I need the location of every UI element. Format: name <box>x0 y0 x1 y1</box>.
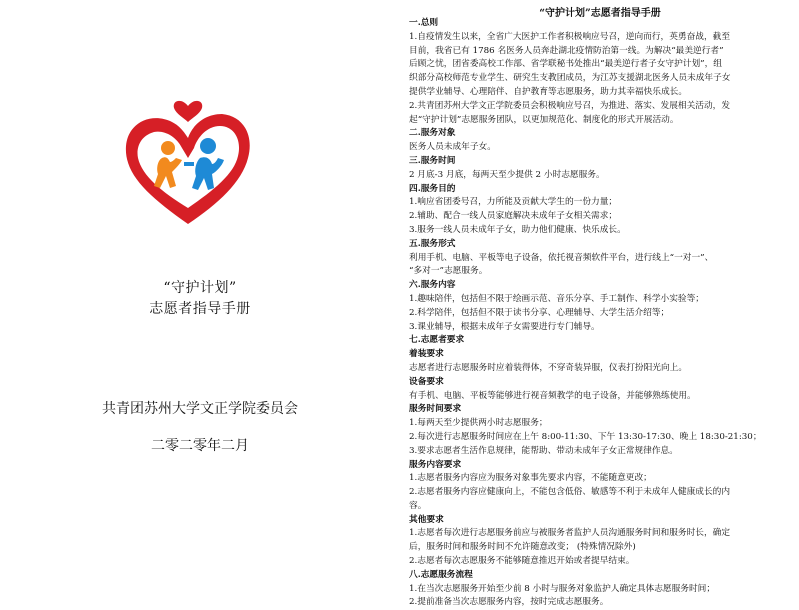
body-line: “多对一”志愿服务。 <box>409 266 488 277</box>
body-line: 3.课业辅导，根据未成年子女需要进行专门辅导。 <box>409 321 600 332</box>
section-heading: 服务内容要求 <box>409 459 462 470</box>
body-line: 2.每次进行志愿服务时间应在上午 8:00-11:30、下午 13:30-17:30、晚上 18:30-21:30； <box>409 431 762 442</box>
body-line: 容。 <box>409 500 427 511</box>
cover-date: 二零二零年二月 <box>151 438 249 454</box>
section-heading: 其他要求 <box>409 514 444 525</box>
body-line: 1.志愿者服务内容应为服务对象事先要求内容，不能随意更改； <box>409 473 652 484</box>
body-line: 2.提前准备当次志愿服务内容，按时完成志愿服务。 <box>409 597 609 608</box>
body-line: 提供学业辅导、心理陪伴、自护教育等志愿服务，助力其幸福快乐成长。 <box>409 86 687 97</box>
section-heading: 四.服务目的 <box>409 183 456 194</box>
body-line: 1.趣味陪伴，包括但不限于绘画示范、音乐分享、手工制作、科学小实验等； <box>409 293 704 304</box>
section-heading: 三.服务时间 <box>409 155 456 166</box>
blue-child-head <box>200 138 216 154</box>
cover-page <box>0 0 400 599</box>
section-heading: 服务时间要求 <box>409 404 462 415</box>
heart-swoosh <box>126 114 250 224</box>
body-line: 2.辅助、配合一线人员家庭解决未成年子女相关需求； <box>409 211 618 222</box>
body-line: 起“守护计划”志愿服务团队，以更加规范化、制度化的形式开展活动。 <box>409 114 679 125</box>
body-line: 1.响应省团委号召，力所能及贡献大学生的一份力量； <box>409 197 618 208</box>
guide-body <box>409 17 795 610</box>
section-heading: 二.服务对象 <box>409 128 456 139</box>
body-line: 后，服务时间和服务时间不允许随意改变； (特殊情况除外) <box>409 542 636 553</box>
guide-page <box>401 0 799 608</box>
body-line: 1.每两天至少提供两小时志愿服务； <box>409 418 548 429</box>
orange-child-head <box>161 141 175 155</box>
body-line: 3.服务一线人员未成年子女，助力他们健康、快乐成长。 <box>409 224 626 235</box>
body-line: 2 月底-3 月底，每两天至少提供 2 小时志愿服务。 <box>409 169 605 180</box>
section-heading: 五.服务形式 <box>409 238 456 249</box>
body-line: 1.自疫情发生以来，全省广大医护工作者积极响应号召，逆向而行，英勇奋战，截至 <box>409 31 731 42</box>
body-line: 利用手机、电脑、平板等电子设备，依托视音频软件平台，进行线上“一对一”、 <box>409 252 714 263</box>
body-line: 3.要求志愿者生活作息规律，能帮助、带动未成年子女正常规律作息。 <box>409 445 678 456</box>
heart-children-logo <box>118 96 258 234</box>
body-line: 志愿者进行志愿服务时应着装得体，不穿奇装异服，仪表打扮阳光向上。 <box>409 362 687 373</box>
cover-title-line2: 志愿者指导手册 <box>149 301 251 317</box>
guide-title: “守护计划”志愿者指导手册 <box>539 8 661 19</box>
section-heading: 七.志愿者要求 <box>409 335 465 346</box>
small-heart <box>174 101 203 122</box>
body-line: 医务人员未成年子女。 <box>409 142 496 153</box>
body-line: 1.志愿者每次进行志愿服务前应与被服务者监护人员沟通服务时间和服务时长，确定 <box>409 528 731 539</box>
section-heading: 一.总则 <box>409 18 439 28</box>
body-line: 织部分高校师范专业学生、研究生支教团成员，为江苏支援湖北医务人员未成年子女 <box>409 73 731 84</box>
body-line: 目前，我省已有 1786 名医务人员奔赴湖北疫情防治第一线。为解决“最美逆行者” <box>409 45 724 56</box>
body-line: 2.共青团苏州大学文正学院委员会积极响应号召，为推进、落实、发展相关活动，发 <box>409 100 731 111</box>
section-heading: 着装要求 <box>409 349 444 360</box>
section-heading: 八.志愿服务流程 <box>409 569 473 580</box>
section-heading: 设备要求 <box>409 376 444 387</box>
body-line: 2.志愿者服务内容应健康向上，不能包含低俗、敏感等不利于未成年人健康成长的内 <box>409 487 731 498</box>
cover-organization: 共青团苏州大学文正学院委员会 <box>102 401 298 417</box>
body-line: 2.志愿者每次志愿服务不能够随意推迟开始或者提早结束。 <box>409 556 635 567</box>
section-heading: 六.服务内容 <box>409 280 456 291</box>
body-line: 有手机、电脑、平板等能够进行视音频教学的电子设备，并能够熟练使用。 <box>409 390 696 401</box>
orange-child-body <box>154 157 182 188</box>
cover-title-line1: “守护计划” <box>163 280 237 296</box>
body-line: 后顾之忧，团省委高校工作部、省学联秘书处推出“最美逆行者子女守护计划”，组 <box>409 59 722 70</box>
body-line: 2.科学陪伴，包括但不限于读书分享、心理辅导、大学生活介绍等； <box>409 307 670 318</box>
body-line: 1.在当次志愿服务开始至少前 8 小时与服务对象监护人确定具体志愿服务时间； <box>409 583 716 594</box>
